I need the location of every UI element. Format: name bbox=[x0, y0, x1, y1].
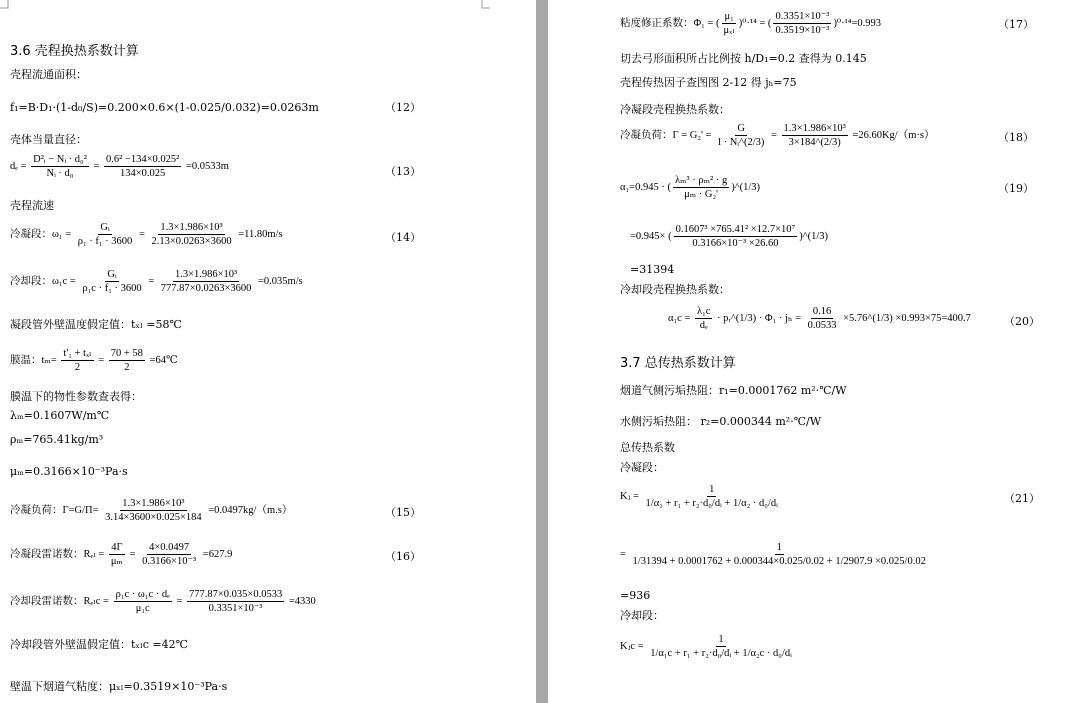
eq19-frac bbox=[673, 174, 729, 201]
eq21-frac-num: 1 bbox=[709, 484, 715, 495]
eq14-frac1 bbox=[76, 221, 135, 248]
cool-re-frac2 bbox=[187, 588, 284, 615]
eq17-number: （17） bbox=[998, 18, 1034, 31]
eq17-frac1-den: μₓₗ bbox=[723, 25, 735, 36]
eq15-result: =0.0497kg/（m.s） bbox=[208, 504, 293, 516]
eq13-frac2 bbox=[104, 153, 181, 180]
lambda-m: λₘ=0.1607W/m℃ bbox=[10, 409, 110, 422]
eq17-lhs: 粘度修正系数：Φ₁ = ( bbox=[620, 17, 720, 29]
eq14-frac1-den: ρ₁ · f₁ · 3600 bbox=[77, 236, 133, 247]
cool-re-frac2-den: 0.3351×10⁻³ bbox=[208, 603, 263, 614]
eq14-frac2-den: 2.13×0.0263×3600 bbox=[151, 236, 232, 247]
eq20-frac2-num: 0.16 bbox=[812, 306, 832, 317]
eq17-frac2 bbox=[773, 10, 831, 37]
heat-factor-text: 壳程传热因子查图图 2-12 得 jₕ=75 bbox=[620, 76, 797, 89]
rho-m: ρₘ=765.41kg/m³ bbox=[10, 433, 104, 446]
cool-re-frac1-num: ρ₁c · ω₁c · dₑ bbox=[115, 589, 170, 600]
film-temp-eq: 膜温：tₘ= t'₁ + tₓₗ 2 = $\frac{70 + 58}{2}$ =64℃ bbox=[10, 348, 178, 373]
eq18-result: =26.60Kg/（m·s） bbox=[852, 129, 935, 141]
eq18-frac2-num: 1.3×1.986×10³ bbox=[783, 123, 846, 134]
eq21-number: （21） bbox=[1004, 492, 1040, 505]
eq18-frac1 bbox=[716, 122, 766, 149]
eq19-number: （19） bbox=[998, 182, 1034, 195]
eq20-frac2 bbox=[806, 305, 839, 332]
cool-re-frac1-den: μ₁c bbox=[135, 603, 150, 614]
eq13-frac2-num: 0.6² −134×0.025² bbox=[106, 154, 180, 165]
eq21b bbox=[620, 541, 930, 568]
eq17-frac1-num: μ₁ bbox=[724, 11, 734, 22]
eq22-frac-num: 1 bbox=[718, 634, 724, 645]
eq14-result: =11.80m/s bbox=[238, 228, 283, 240]
eq18-frac1-num: G bbox=[737, 123, 746, 134]
wall-temp-text: 凝段管外壁温度假定值：tₓₗ =58℃ bbox=[10, 318, 182, 331]
cool-speed-frac2-den: 777.87×0.0263×3600 bbox=[160, 283, 252, 294]
eq16: 冷凝段雷诺数：Rₑₗ = $\frac{4\Gamma}{\text{μₘ}}$ = $\frac{4\times 0.0497}{\text{0.3166×10⁻³}}$ =627.9 bbox=[10, 542, 233, 567]
eq18-frac2-den: 3×184^(2/3) bbox=[788, 137, 841, 148]
cool-speed-frac1-den: ρ₁c · f₁ · 3600 bbox=[82, 283, 142, 294]
eq16-frac1 bbox=[109, 541, 125, 568]
eq21 bbox=[620, 483, 782, 510]
eq16-result: =627.9 bbox=[202, 548, 233, 560]
eq17 bbox=[620, 10, 881, 37]
cond-section-label: 冷凝段： bbox=[620, 461, 664, 474]
eq20-number: （20） bbox=[1004, 315, 1040, 328]
eq16-lhs: 冷凝段雷诺数：Rₑₗ = bbox=[10, 548, 105, 560]
eq14-number: （14） bbox=[385, 231, 421, 244]
cool-re-frac2-num: 777.87×0.035×0.0533 bbox=[188, 589, 283, 600]
eq19b-exp: )^(1/3) bbox=[799, 230, 829, 242]
cool-speed-result: =0.035m/s bbox=[258, 275, 303, 287]
equiv-diam-label: 壳体当量直径： bbox=[10, 133, 87, 146]
eq18-frac1-den: l · Nᵢ^(2/3) bbox=[718, 137, 765, 148]
film-temp-frac1 bbox=[61, 347, 93, 374]
page-corner-mark bbox=[0, 0, 9, 9]
eq21-result: =936 bbox=[620, 589, 651, 602]
film-temp-frac1-den: 2 bbox=[74, 362, 81, 373]
eq22-frac-den: 1/α₁c + r₁ + r₂·d₀/dᵢ + 1/α₂c · d₀/dᵢ bbox=[650, 648, 792, 659]
eq21b-frac-den: 1/31394 + 0.0001762 + 0.000344×0.025/0.02 + 1/2907.9 ×0.025/0.02 bbox=[632, 556, 926, 567]
eq21b-lhs: = bbox=[620, 548, 626, 560]
eq17-result: )⁰·¹⁴=0.993 bbox=[833, 17, 881, 29]
eq15-number: （15） bbox=[385, 506, 421, 519]
eq18-lhs: 冷凝负荷：Γ = G₂' = bbox=[620, 129, 712, 141]
eq17-frac2-num: 0.3351×10⁻³ bbox=[775, 11, 830, 22]
eq19 bbox=[620, 174, 760, 201]
eq14-frac2 bbox=[149, 221, 233, 248]
film-temp-frac2-num: 70 + 58 bbox=[110, 348, 143, 359]
eq20-mid: · pᵣ^(1/3) · Φ₁ · jₕ = bbox=[717, 312, 802, 324]
eq15-lhs: 冷凝负荷：Γ=G/Π= bbox=[10, 504, 99, 516]
flow-speed-label: 壳程流速 bbox=[10, 199, 54, 212]
eq17-mid: )⁰·¹⁴ = ( bbox=[738, 17, 772, 29]
eq13-number: （13） bbox=[385, 165, 421, 178]
eq18: 冷凝负荷：Γ = G₂' = $\frac{G}{\text{l · Nᵢ\textasciicircum{}(2/3)}}$ = $\frac{\text{1.3×1.986×10³}}{3\times 184\^{}(2/3)}$ =26.60Kg/（m·s） bbox=[620, 123, 935, 148]
eq19-frac-num: λₘ³ · ρₘ² · g bbox=[674, 175, 728, 186]
eq16-frac1-den: μₘ bbox=[110, 556, 123, 567]
eq14-lhs: 冷凝段：ω₁ = bbox=[10, 228, 72, 240]
cool-speed-frac1 bbox=[80, 268, 143, 295]
eq15-frac-num: 1.3×1.986×10³ bbox=[122, 498, 185, 509]
eq22 bbox=[620, 633, 796, 660]
fouling-gas: 烟道气侧污垢热阻：r₁=0.0001762 m²·℃/W bbox=[620, 384, 847, 397]
eq18-number: （18） bbox=[998, 131, 1034, 144]
film-temp-lhs: 膜温：tₘ= bbox=[10, 354, 57, 366]
eq19-lhs: α₁=0.945 · ( bbox=[620, 181, 671, 193]
page-corner-mark bbox=[481, 0, 490, 9]
cool-re-result: =4330 bbox=[288, 595, 316, 607]
film-temp-result: =64℃ bbox=[149, 354, 178, 366]
cool-coef-label: 冷却段壳程换热系数： bbox=[620, 283, 730, 296]
eq16-number: （16） bbox=[385, 550, 421, 563]
eq21b-frac bbox=[631, 541, 928, 568]
film-temp-frac2-den: 2 bbox=[124, 362, 130, 373]
baffle-text: 切去弓形面积所占比例按 h/D₁=0.2 查得为 0.145 bbox=[620, 52, 867, 65]
eq15-frac-den: 3.14×3600×0.025×184 bbox=[105, 512, 202, 523]
eq19-exp: )^(1/3) bbox=[731, 181, 761, 193]
eq22-frac bbox=[648, 633, 794, 660]
eq15 bbox=[10, 497, 292, 524]
fouling-water: 水侧污垢热阻： r₂=0.000344 m²·℃/W bbox=[620, 415, 822, 428]
eq12-text: f₁=B·D₁·(1-d₀/S)=0.200×0.6×(1-0.025/0.032)=0.0263m bbox=[10, 101, 319, 114]
eq20-frac1-den: dₑ bbox=[699, 320, 708, 331]
cool-re-frac1 bbox=[114, 588, 172, 615]
eq19-result: =31394 bbox=[630, 263, 675, 276]
eq20-frac1 bbox=[695, 305, 712, 332]
eq16-frac2 bbox=[140, 541, 198, 568]
eq20-lhs: α₁c = bbox=[668, 312, 691, 324]
eq19b-frac-den: 0.3166×10⁻³ ×26.60 bbox=[692, 238, 779, 249]
eq12-number: （12） bbox=[385, 101, 421, 114]
eq21-frac bbox=[644, 483, 780, 510]
cool-speed-eq: 冷却段：ω₁c = $\frac{\text{Gᵢ}}{\text{ρ₁c · f₁ · 3600}}$ = $\frac{\text{1.3×1.986×10³}}{777.87\times 0.0263\times 3600}$ =0.035m/s bbox=[10, 269, 303, 294]
flow-area-label: 壳程流通面积： bbox=[10, 68, 87, 81]
eq17-frac1 bbox=[722, 10, 737, 37]
eq17-frac2-den: 0.3519×10⁻³ bbox=[775, 25, 830, 36]
film-temp-frac2 bbox=[109, 347, 145, 374]
cool-speed-frac2-num: 1.3×1.986×10³ bbox=[174, 269, 238, 280]
eq14: 冷凝段：ω₁ = $\frac{\text{Gᵢ}}{\text{ρ₁ · f₁ · 3600}}$ = $\frac{\text{1.3×1.986×10³}}{2.13\times 0.0263\times 3600}$ =11.80m/s bbox=[10, 222, 283, 247]
eq21-frac-den: 1/α₁ + r₁ + r₂·d₀/dᵢ + 1/α₂ · d₀/dᵢ bbox=[645, 498, 778, 509]
props-label: 膜温下的物性参数查表得： bbox=[10, 390, 142, 403]
eq20-result: ×5.76^(1/3) ×0.993×75=400.7 bbox=[843, 312, 971, 324]
eq13-frac2-den: 134×0.025 bbox=[120, 168, 166, 179]
eq14-frac2-num: 1.3×1.986×10³ bbox=[160, 222, 223, 233]
eq19b-frac bbox=[674, 223, 798, 250]
eq13-lhs: dₑ = bbox=[10, 160, 27, 172]
wall-viscosity: 壁温下烟道气粘度：μₓₗ=0.3519×10⁻³Pa·s bbox=[10, 680, 228, 693]
eq18-frac2 bbox=[782, 122, 848, 149]
eq13: dₑ = $\frac{\text{D²ᵢ − Nᵢ · d₀²}}{\text{Nᵢ · d₀}}$ = $\frac{\text{0.6² −134×0.025²}}{134\times 0.025}$ =0.0533m bbox=[10, 154, 229, 179]
eq20-frac2-den: 0.0533 bbox=[807, 320, 837, 331]
cool-speed-frac1-num: Gᵢ bbox=[107, 269, 117, 280]
eq15-frac bbox=[103, 497, 204, 524]
eq16-frac2-den: 0.3166×10⁻³ bbox=[142, 556, 197, 567]
total-coef-label: 总传热系数 bbox=[620, 441, 675, 454]
eq16-frac1-num: 4Γ bbox=[111, 542, 123, 553]
document-page-left bbox=[0, 0, 536, 703]
eq22-lhs: Kⱼc = bbox=[620, 640, 644, 652]
eq13-frac1-num: D²ᵢ − Nᵢ · d₀² bbox=[33, 154, 87, 165]
eq19-frac-den: μₘ · G₂' bbox=[684, 189, 719, 200]
section-title: 3.6 壳程换热系数计算 bbox=[10, 44, 139, 59]
film-temp-frac1-num: t'₁ + tₓₗ bbox=[63, 348, 92, 359]
cool-speed-lhs: 冷却段：ω₁c = bbox=[10, 275, 76, 287]
eq13-frac1-den: Nᵢ · d₀ bbox=[46, 168, 74, 179]
cool-re-lhs: 冷却段雷诺数：Rₑₗc = bbox=[10, 595, 109, 607]
eq21b-frac-num: 1 bbox=[776, 542, 782, 553]
cool-speed-frac2 bbox=[159, 268, 254, 295]
cond-coef-label: 冷凝段壳程换热系数： bbox=[620, 103, 730, 116]
eq19b-lhs: =0.945× ( bbox=[630, 230, 672, 242]
eq20 bbox=[668, 305, 971, 332]
document-page-right bbox=[548, 0, 1082, 703]
mu-m: μₘ=0.3166×10⁻³Pa·s bbox=[10, 465, 128, 478]
eq21-lhs: Kⱼ = bbox=[620, 490, 639, 502]
eq19b-frac-num: 0.1607³ ×765.41² ×12.7×10⁷ bbox=[675, 224, 796, 235]
eq16-frac2-num: 4×0.0497 bbox=[149, 542, 190, 553]
eq14-frac1-num: Gᵢ bbox=[100, 222, 110, 233]
cool-re-eq: 冷却段雷诺数：Rₑₗc = $\frac{\text{ρ₁c · ω₁c · dₑ}}{\text{μ₁c}}$ = $\frac{777.87\times 0.035\times 0.0533}{\text{0.3351×10⁻³}}$ =4330 bbox=[10, 589, 316, 614]
eq13-result: =0.0533m bbox=[185, 160, 229, 172]
cool-section-label: 冷却段： bbox=[620, 609, 664, 622]
eq13-frac1 bbox=[31, 153, 89, 180]
eq19b bbox=[630, 223, 828, 250]
eq20-frac1-num: λ₁c bbox=[697, 306, 711, 317]
cool-wall-temp: 冷却段管外壁温假定值：tₓₗc =42℃ bbox=[10, 638, 188, 651]
section-title-3-7: 3.7 总传热系数计算 bbox=[620, 356, 736, 371]
